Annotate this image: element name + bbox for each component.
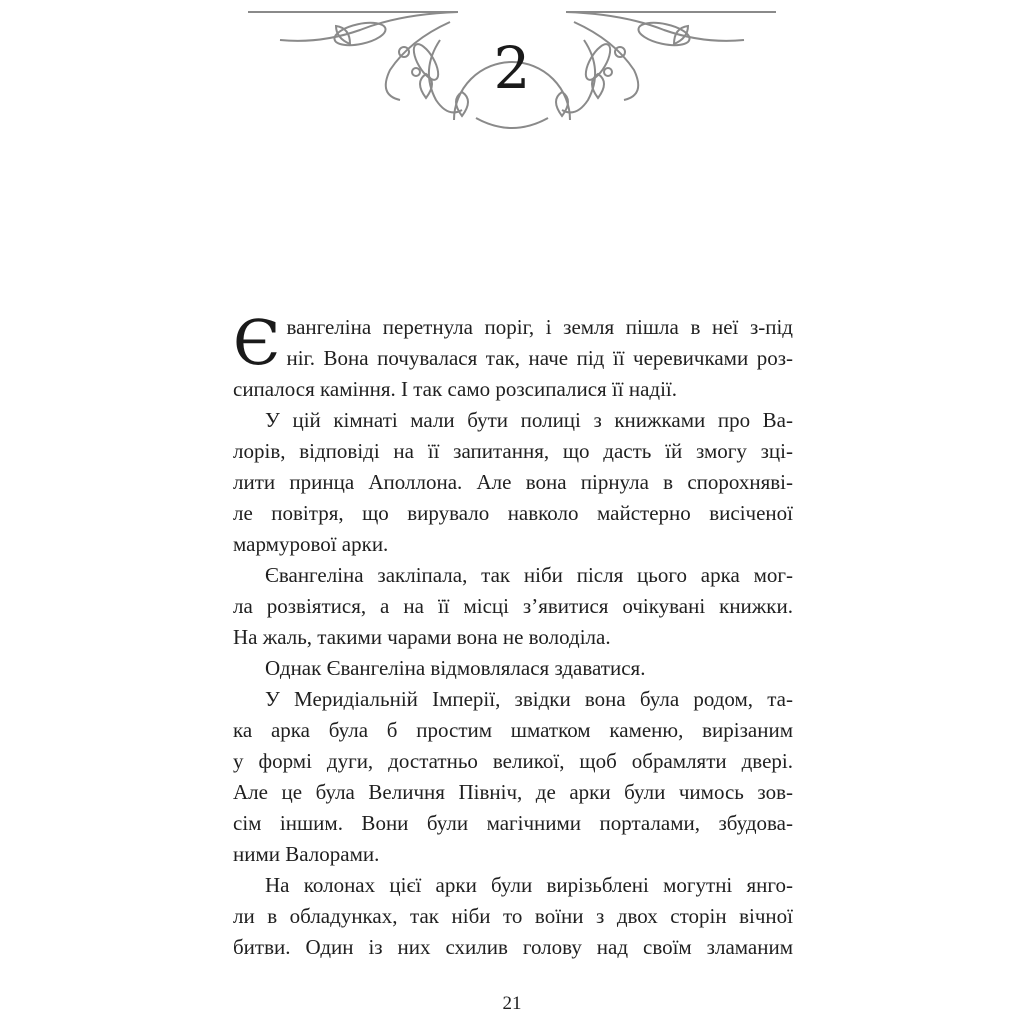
text-line: мармурової арки. (233, 532, 389, 556)
text-line: У цій кімнаті мали бути полиці з книжками про Ва- (265, 408, 793, 432)
page-number: 21 (502, 993, 522, 1014)
text-line: лити принца Аполлона. Але вона пірнула в спорохняві- (233, 470, 793, 494)
text-line: На колонах цієї арки були вирізьблені могутні янго- (265, 873, 793, 897)
text-line: Але це була Величня Північ, де арки були чимось зов- (233, 780, 793, 804)
text-line: у формі дуги, достатньо великої, щоб обрамляти двері. (233, 749, 793, 773)
text-line: ніг. Вона почувалася так, наче під її черевичками роз- (286, 346, 793, 370)
text-line: ле повітря, що вирувало навколо майстерно висіченої (233, 501, 793, 525)
paragraph (233, 374, 793, 405)
text-line: Однак Євангеліна відмовлялася здаватися. (265, 656, 646, 680)
text-line: У Меридіальній Імперії, звідки вона була родом, та- (265, 687, 793, 711)
paragraph (233, 405, 793, 529)
paragraph (233, 560, 793, 622)
paragraph (233, 306, 793, 379)
text-line: На жаль, такими чарами вона не володіла. (233, 625, 611, 649)
text-line: ка арка була б простим шматком каменю, вирізаним (233, 718, 793, 742)
text-line: вангеліна перетнула поріг, і земля пішла в неї з-під (286, 315, 793, 339)
paragraph (233, 684, 793, 839)
paragraph (233, 839, 793, 870)
text-line: сипалося каміння. І так само розсипалися її надії. (233, 377, 678, 401)
text-line: лорів, відповіді на її запитання, що дасть їй змогу зці- (233, 439, 793, 463)
text-line: ли в обладунках, так ніби то воїни з двох сторін вічної (233, 904, 793, 928)
chapter-body (233, 306, 793, 963)
paragraph (233, 529, 793, 560)
paragraph (233, 622, 793, 653)
text-line: сім іншим. Вони були магічними порталами, збудова- (233, 811, 793, 835)
paragraph (233, 653, 793, 684)
text-line: ними Валорами. (233, 842, 380, 866)
text-line: Євангеліна закліпала, так ніби після цього арка мог- (265, 563, 793, 587)
text-line: ла розвіятися, а на її місці з’явитися очікувані книжки. (233, 594, 793, 618)
text-line: битви. Один із них схилив голову над своїм зламаним (233, 935, 793, 959)
paragraph (233, 870, 793, 963)
drop-cap: Є (233, 306, 281, 379)
chapter-number: 2 (493, 34, 531, 102)
